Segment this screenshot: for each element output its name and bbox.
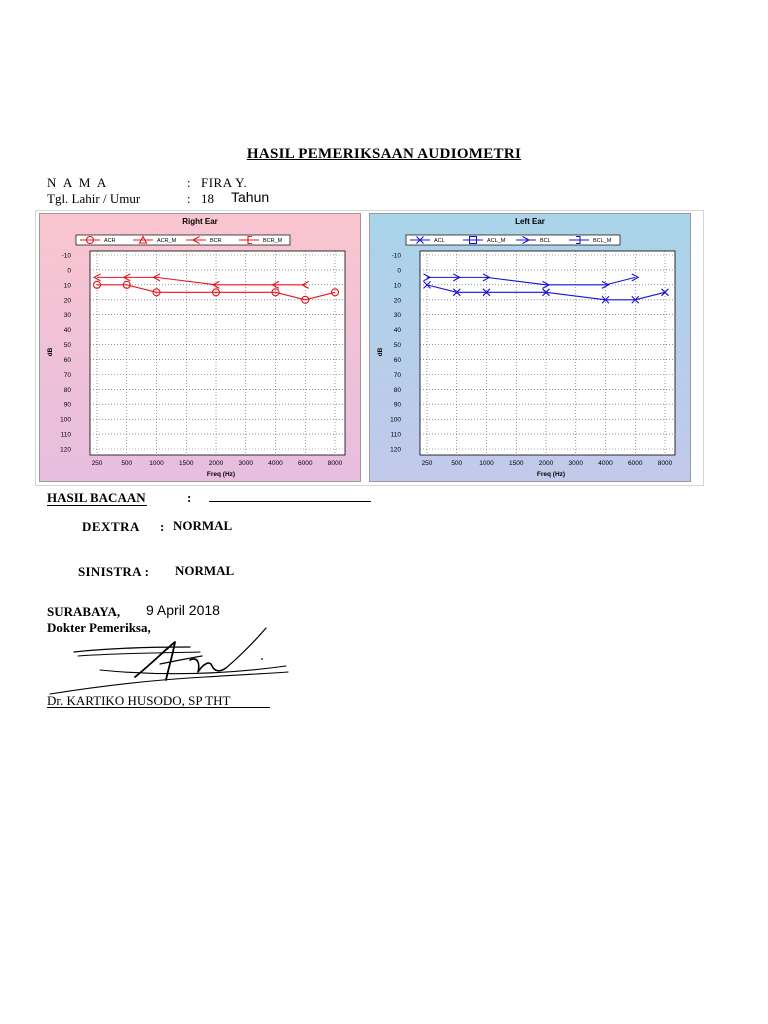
left-ear-plot-area	[420, 251, 675, 455]
right-ear-x-tick-label: 4000	[268, 460, 283, 467]
right-ear-title: Right Ear	[182, 217, 218, 226]
left-ear-y-tick-label: 110	[390, 431, 401, 439]
right-ear-legend-label: ACR	[104, 238, 116, 245]
right-ear-chart	[40, 214, 360, 481]
right-ear-y-tick-label: 90	[63, 401, 71, 409]
results-heading: HASIL BACAAN	[47, 490, 146, 505]
dextra-value: NORMAL	[173, 518, 233, 533]
right-ear-y-tick-label: 110	[60, 431, 71, 439]
dextra-separator: :	[160, 519, 165, 534]
left-ear-y-tick-label: 90	[393, 401, 401, 409]
left-ear-y-axis-label: dB	[377, 347, 384, 357]
sinistra-label: SINISTRA :	[78, 564, 150, 579]
right-ear-y-tick-label: 0	[67, 267, 71, 275]
right-ear-y-tick-label: 10	[63, 282, 71, 290]
right-ear-y-axis-label: dB	[47, 347, 54, 357]
right-ear-x-tick-label: 250	[91, 460, 103, 467]
right-ear-x-tick-label: 3000	[238, 460, 253, 467]
left-ear-x-tick-label: 2000	[538, 460, 554, 467]
right-ear-x-tick-label: 6000	[298, 460, 313, 467]
dob-label: Tgl. Lahir / Umur	[47, 191, 141, 206]
left-ear-y-tick-label: 40	[393, 327, 401, 335]
signature-city: SURABAYA,	[47, 604, 121, 619]
right-ear-y-tick-label: 100	[60, 416, 71, 424]
right-ear-panel	[39, 213, 361, 482]
left-ear-legend-label: ACL	[434, 238, 445, 245]
right-ear-y-tick-label: 30	[63, 312, 71, 320]
results-heading-underline	[47, 505, 147, 506]
patient-name: FIRA Y.	[201, 175, 248, 190]
right-ear-y-tick-label: 80	[63, 386, 71, 394]
name-label: N A M A	[47, 175, 109, 190]
right-ear-x-tick-label: 1000	[149, 460, 164, 467]
left-ear-x-tick-label: 500	[451, 460, 463, 467]
right-ear-y-tick-label: 60	[63, 356, 71, 364]
left-ear-y-tick-label: 50	[393, 342, 401, 350]
left-ear-chart	[370, 214, 690, 481]
right-ear-legend-label: ACR_M	[157, 238, 177, 245]
left-ear-title: Left Ear	[515, 217, 545, 226]
right-ear-legend-label: BCR_M	[263, 238, 283, 245]
right-ear-x-axis-label: Freq (Hz)	[206, 471, 236, 478]
left-ear-x-tick-label: 4000	[598, 460, 613, 467]
signature-image	[40, 620, 300, 700]
results-blank-line	[209, 501, 371, 502]
left-ear-y-tick-label: 30	[393, 312, 401, 320]
right-ear-x-tick-label: 500	[121, 460, 133, 467]
results-heading-separator: :	[187, 490, 192, 505]
right-ear-legend-label: BCR	[210, 238, 222, 245]
left-ear-legend-label: BCL	[540, 238, 551, 245]
sinistra-value: NORMAL	[175, 563, 235, 578]
page-title: HASIL PEMERIKSAAN AUDIOMETRI	[246, 146, 522, 162]
doctor-name: Dr. KARTIKO HUSODO, SP THT	[47, 693, 231, 708]
patient-age: 18	[201, 191, 214, 206]
left-ear-x-tick-label: 8000	[657, 460, 673, 467]
left-ear-y-tick-label: 70	[393, 371, 401, 379]
right-ear-x-tick-label: 1500	[179, 460, 194, 467]
right-ear-y-tick-label: 20	[63, 297, 71, 305]
right-ear-y-tick-label: -10	[61, 252, 71, 260]
left-ear-x-tick-label: 1500	[509, 460, 524, 467]
left-ear-x-tick-label: 1000	[479, 460, 494, 467]
left-ear-x-tick-label: 6000	[628, 460, 643, 467]
right-ear-y-tick-label: 50	[63, 342, 71, 350]
left-ear-y-tick-label: 20	[393, 297, 401, 305]
left-ear-x-axis-label: Freq (Hz)	[536, 471, 566, 478]
left-ear-y-tick-label: 120	[390, 446, 401, 454]
left-ear-panel	[369, 213, 691, 482]
left-ear-y-tick-label: 60	[393, 356, 401, 364]
right-ear-x-tick-label: 8000	[327, 460, 343, 467]
left-ear-x-tick-label: 3000	[568, 460, 583, 467]
right-ear-y-tick-label: 120	[60, 446, 71, 454]
signature-date: 9 April 2018	[146, 602, 220, 618]
left-ear-legend-label: ACL_M	[487, 238, 506, 245]
left-ear-legend-label: BCL_M	[593, 238, 612, 245]
patient-age-unit: Tahun	[231, 189, 270, 205]
dextra-label: DEXTRA	[82, 519, 140, 534]
right-ear-x-tick-label: 2000	[208, 460, 224, 467]
right-ear-y-tick-label: 70	[63, 371, 71, 379]
doctor-name-underline	[47, 707, 270, 708]
dob-separator: :	[187, 191, 191, 206]
left-ear-y-tick-label: 0	[397, 267, 401, 275]
left-ear-y-tick-label: -10	[391, 252, 401, 260]
left-ear-y-tick-label: 80	[393, 386, 401, 394]
left-ear-y-tick-label: 10	[393, 282, 401, 290]
name-separator: :	[187, 175, 191, 190]
left-ear-y-tick-label: 100	[390, 416, 401, 424]
right-ear-y-tick-label: 40	[63, 327, 71, 335]
signature-role: Dokter Pemeriksa,	[47, 620, 151, 635]
left-ear-x-tick-label: 250	[421, 460, 433, 467]
